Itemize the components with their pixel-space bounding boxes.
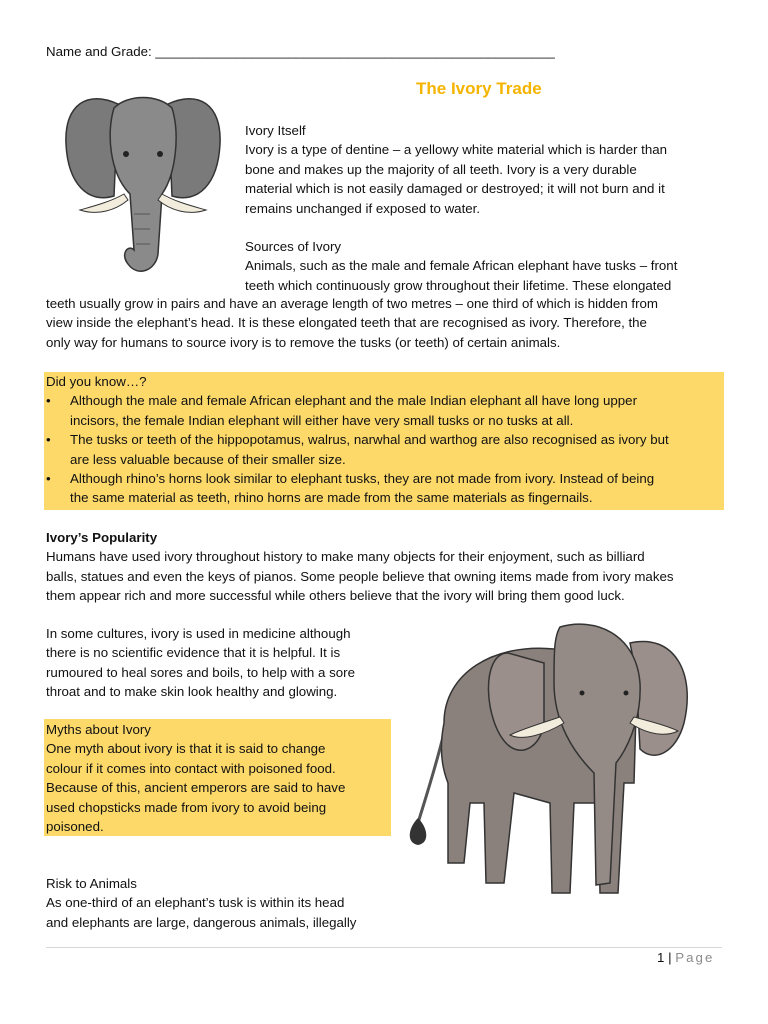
myths-line: One myth about ivory is that it is said to change — [46, 741, 326, 757]
ivory-itself-section — [245, 121, 725, 218]
myths-line: poisoned. — [46, 819, 104, 835]
did-you-know-bullet — [46, 469, 722, 508]
medicine-paragraph — [46, 624, 396, 702]
popularity-section — [46, 528, 726, 606]
ivory-itself-line: Ivory is a type of dentine – a yellowy white material which is harder than — [245, 142, 668, 158]
sources-line: view inside the elephant’s head. It is these elongated teeth that are recognised as ivory. Therefore, the — [46, 315, 647, 331]
bullet-line: The tusks or teeth of the hippopotamus, walrus, narwhal and warthog are also recognised as ivory but — [70, 432, 669, 448]
sources-continued — [46, 294, 726, 352]
popularity-line: them appear rich and more successful while others believe that the ivory will bring them good luck. — [46, 588, 625, 604]
did-you-know-bullet — [46, 430, 722, 469]
page-number: 1 — [657, 950, 665, 965]
elephant-head-illustration — [58, 84, 228, 280]
sources-heading: Sources of Ivory — [245, 239, 342, 254]
medicine-line: rumoured to heal sores and boils, to help with a sore — [46, 664, 355, 680]
page-label: Page — [675, 950, 715, 965]
page-footer — [657, 948, 714, 967]
popularity-heading: Ivory’s Popularity — [46, 530, 158, 545]
name-grade-label: Name and Grade: — [46, 44, 152, 59]
medicine-line: In some cultures, ivory is used in medicine although — [46, 626, 351, 641]
bullet-icon: • — [46, 393, 51, 409]
bullet-line: Although the male and female African elephant and the male Indian elephant all have long upper — [70, 393, 638, 409]
myths-heading: Myths about Ivory — [46, 722, 151, 737]
ivory-itself-line: material which is not easily damaged or destroyed; it will not burn and it — [245, 181, 665, 197]
sources-section — [245, 237, 725, 295]
page-separator: | — [668, 950, 672, 965]
elephant-illustration — [404, 613, 704, 903]
ivory-itself-line: remains unchanged if exposed to water. — [245, 200, 481, 216]
risk-section — [46, 874, 396, 932]
myths-line: used chopsticks made from ivory to avoid being — [46, 799, 327, 815]
name-grade-blank[interactable]: ______________________________________________________ — [155, 44, 555, 59]
myths-line: Because of this, ancient emperors are said to have — [46, 780, 346, 796]
ivory-itself-heading: Ivory Itself — [245, 123, 306, 138]
sources-line: Animals, such as the male and female African elephant have tusks – front — [245, 258, 678, 274]
ivory-itself-line: bone and makes up the majority of all teeth. Ivory is a very durable — [245, 161, 637, 177]
bullet-line: are less valuable because of their smaller size. — [70, 451, 346, 467]
bullet-line: the same material as teeth, rhino horns are made from the same materials as fingernails. — [70, 490, 593, 506]
did-you-know-box — [44, 372, 724, 510]
medicine-line: there is no scientific evidence that it is helpful. It is — [46, 645, 341, 661]
risk-line: and elephants are large, dangerous animals, illegally — [46, 914, 357, 930]
myths-line: colour if it comes into contact with poisoned food. — [46, 760, 336, 776]
bullet-line: Although rhino’s horns look similar to elephant tusks, they are not made from ivory. Instead of being — [70, 471, 655, 487]
risk-heading: Risk to Animals — [46, 876, 137, 891]
risk-line: As one-third of an elephant’s tusk is within its head — [46, 895, 345, 911]
myths-box — [44, 719, 391, 836]
did-you-know-bullet — [46, 391, 722, 430]
page-title: The Ivory Trade — [416, 79, 542, 98]
medicine-line: throat and to make skin look healthy and glowing. — [46, 684, 338, 700]
popularity-line: balls, statues and even the keys of pianos. Some people believe that owning items made from ivory makes — [46, 568, 674, 584]
sources-line: teeth usually grow in pairs and have an average length of two metres – one third of which is hidden from — [46, 296, 659, 311]
bullet-icon: • — [46, 471, 51, 487]
bullet-line: incisors, the female Indian elephant will either have very small tusks or no tusks at all. — [70, 412, 574, 428]
sources-line: teeth which continuously grow throughout their lifetime. These elongated — [245, 277, 672, 293]
sources-line: only way for humans to source ivory is to remove the tusks (or teeth) of certain animals. — [46, 334, 561, 350]
name-grade-field[interactable] — [46, 42, 555, 61]
popularity-line: Humans have used ivory throughout history to make many objects for their enjoyment, such as billiard — [46, 549, 645, 565]
footer-divider — [46, 947, 722, 948]
did-you-know-heading: Did you know…? — [46, 374, 147, 389]
bullet-icon: • — [46, 432, 51, 448]
